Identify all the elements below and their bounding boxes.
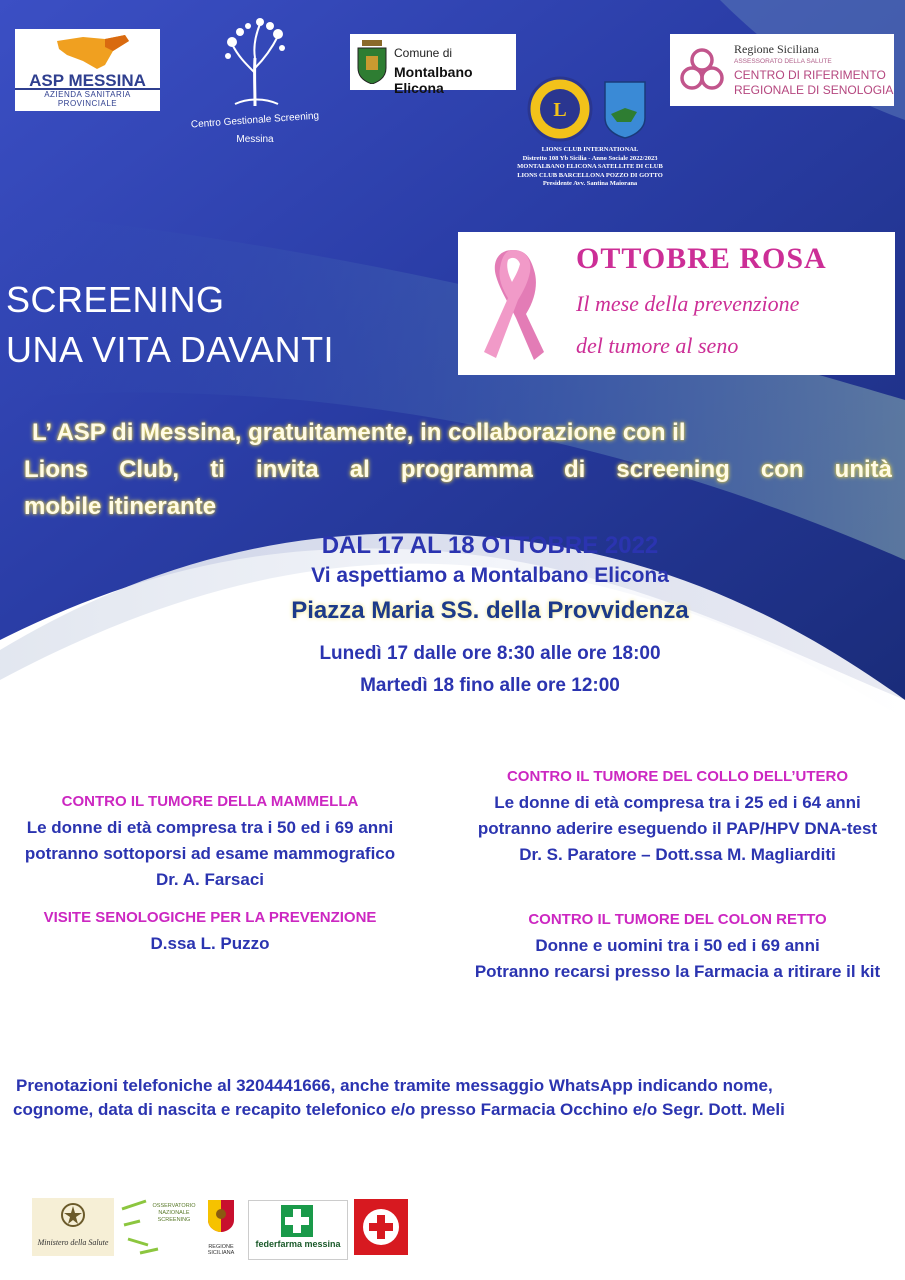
section-colon-title: CONTRO IL TUMORE DEL COLON RETTO <box>528 911 827 928</box>
cgs-line2: Messina <box>236 134 274 145</box>
lions-line2: Distretto 108 Yb Sicilia - Anno Sociale 2022/2023 <box>522 154 658 162</box>
lions-line5: Presidente Avv. Santina Maiorana <box>542 180 638 187</box>
osservatorio-label: OSSERVATORIO NAZIONALE SCREENING <box>152 1203 196 1223</box>
event-schedule2: Martedì 18 fino alle ore 12:00 <box>360 675 620 696</box>
event-dates: DAL 17 AL 18 OTTOBRE 2022 <box>321 532 659 559</box>
club-shield-icon <box>603 80 647 140</box>
headline-line1: SCREENING <box>6 279 225 320</box>
ottobre-rosa-subtitle2: del tumore al seno <box>576 333 739 358</box>
asp-messina-name: ASP MESSINA <box>29 71 146 90</box>
intro-line1: L’ ASP di Messina, gratuitamente, in collaborazione con il <box>32 419 686 446</box>
headline-line2: UNA VITA DAVANTI <box>6 329 335 370</box>
lions-info <box>490 146 690 189</box>
lions-line3: MONTALBANO ELICONA SATELLITE DI CLUB <box>517 163 663 170</box>
section-mammella-title: CONTRO IL TUMORE DELLA MAMMELLA <box>61 793 359 810</box>
event-place: Piazza Maria SS. della Provvidenza <box>291 597 689 624</box>
comune-label: Comune di <box>394 46 453 60</box>
section-utero-title: CONTRO IL TUMORE DEL COLLO DELL’UTERO <box>506 768 849 785</box>
ottobre-rosa-card <box>458 232 895 375</box>
regione-siciliana-sponsor-logo <box>198 1200 244 1258</box>
event-schedule1: Lunedì 17 dalle ore 8:30 alle ore 18:00 <box>319 643 661 664</box>
intro-line3: mobile itinerante <box>24 493 217 520</box>
lions-club-emblem-icon <box>527 76 593 142</box>
cgs-line1: Centro Gestionale Screening <box>190 110 320 131</box>
federfarma-logo <box>248 1200 348 1260</box>
lions-line1: LIONS CLUB INTERNATIONAL <box>541 146 639 153</box>
centro-gestionale-screening-logo <box>175 18 335 148</box>
pink-ribbon-icon <box>478 242 548 367</box>
ministero-label: Ministero della Salute <box>37 1238 109 1247</box>
red-cross-icon <box>361 1207 401 1247</box>
trinacria-icon <box>208 1200 234 1232</box>
footer-line2: cognome, data di nascita e recapito telefonico e/o presso Farmacia Occhino e/o Segr. Dott. Meli <box>13 1100 785 1119</box>
section-senologiche-line1: D.ssa L. Puzzo <box>150 934 270 953</box>
section-utero-line3: Dr. S. Paratore – Dott.ssa M. Magliarditi <box>519 845 836 864</box>
intro-line2: Lions Club, ti invita al programma di screening con unità <box>24 456 892 483</box>
regione-name: Regione Siciliana <box>734 42 819 56</box>
svg-text:L: L <box>553 99 567 121</box>
pharmacy-cross-icon <box>281 1205 313 1237</box>
lions-line4: LIONS CLUB BARCELLONA POZZO DI GOTTO <box>517 171 663 179</box>
asp-messina-logo <box>15 29 160 111</box>
section-senologiche-title: VISITE SENOLOGICHE PER LA PREVENZIONE <box>43 909 377 926</box>
regione-senologia: REGIONALE DI SENOLOGIA <box>734 83 894 97</box>
federfarma-label: federfarma messina <box>255 1239 341 1249</box>
ottobre-rosa-subtitle1: Il mese della prevenzione <box>576 291 800 316</box>
senology-symbol-icon <box>678 44 726 96</box>
sicily-map-icon <box>53 33 133 71</box>
section-colon-line1: Donne e uomini tra i 50 ed i 69 anni <box>535 936 820 955</box>
section-mammella-line1: Le donne di età compresa tra i 50 ed i 69 anni <box>26 818 394 837</box>
comune-name: Montalbano Elicona <box>394 64 473 96</box>
regione-siciliana-logo <box>670 34 894 106</box>
tree-icon <box>220 18 290 108</box>
regione-centro: CENTRO DI RIFERIMENTO <box>734 68 886 82</box>
section-mammella-line2: potranno sottoporsi ad esame mammografico <box>24 844 396 863</box>
asp-messina-subtitle: AZIENDA SANITARIA PROVINCIALE <box>15 88 160 108</box>
regione-assessorato: ASSESSORATO DELLA SALUTE <box>734 58 832 65</box>
ministero-salute-logo <box>32 1198 114 1256</box>
coat-of-arms-icon <box>356 40 388 84</box>
regione-sponsor-label: REGIONE SICILIANA <box>207 1244 235 1256</box>
section-colon-line2: Potranno recarsi presso la Farmacia a ritirare il kit <box>474 962 881 981</box>
comune-logo <box>350 34 516 96</box>
event-welcome: Vi aspettiamo a Montalbano Elicona <box>311 564 669 587</box>
republic-emblem-icon <box>60 1202 86 1230</box>
ottobre-rosa-title: OTTOBRE ROSA <box>576 242 827 275</box>
section-utero-line2: potranno aderire eseguendo il PAP/HPV DNA-test <box>477 819 878 838</box>
osservatorio-screening-logo <box>118 1195 196 1257</box>
red-cross-logo <box>354 1199 408 1255</box>
footer-line1: Prenotazioni telefoniche al 3204441666, anche tramite messaggio WhatsApp indicando nome, <box>16 1076 773 1095</box>
section-mammella-line3: Dr. A. Farsaci <box>155 870 265 889</box>
section-utero-line1: Le donne di età compresa tra i 25 ed i 64 anni <box>494 793 861 812</box>
